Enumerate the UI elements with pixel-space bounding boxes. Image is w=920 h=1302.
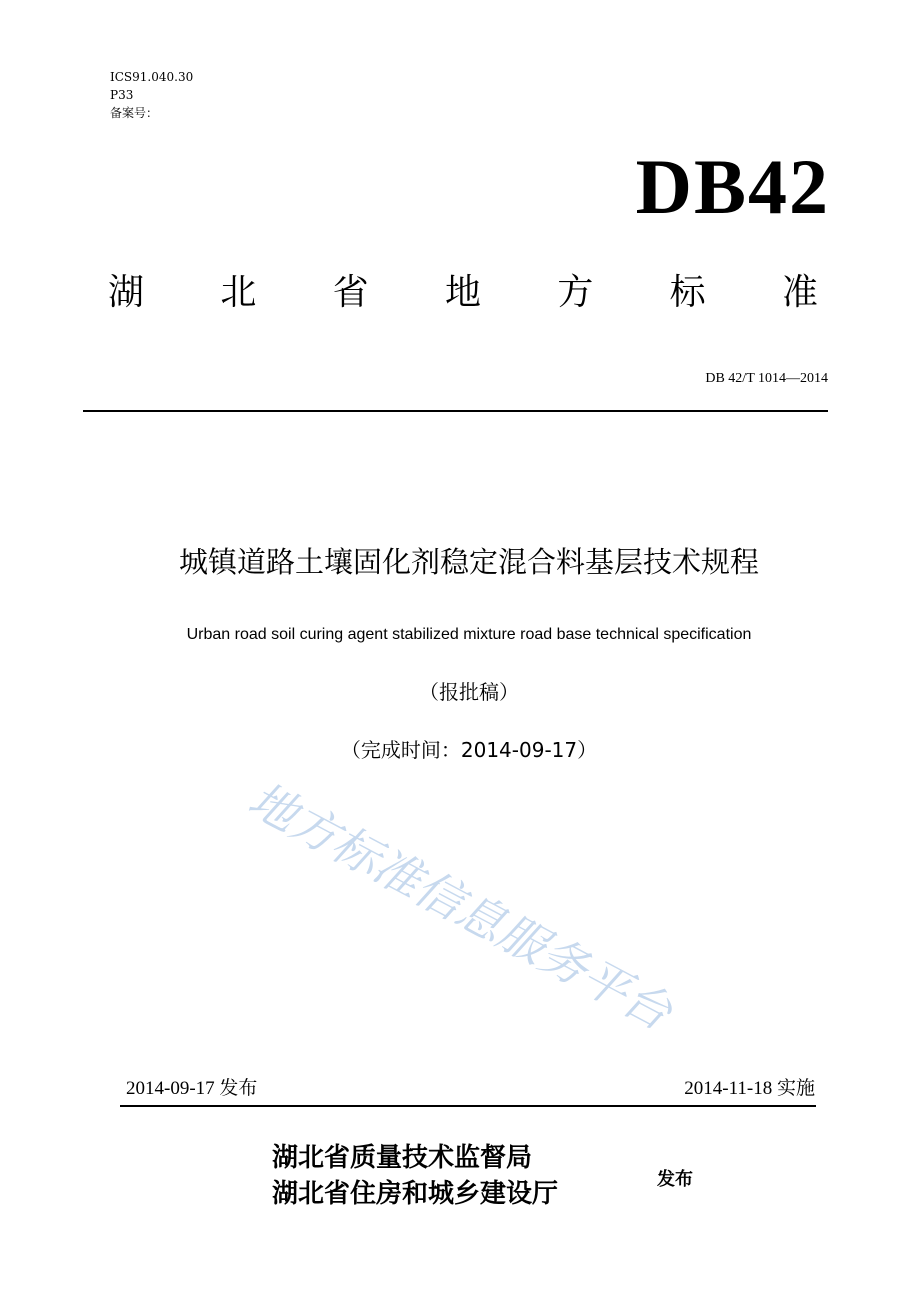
title-char: 北 (220, 272, 257, 313)
title-char: 准 (781, 272, 818, 313)
issuer-quality-bureau: 湖北省质量技术监督局 (272, 1143, 533, 1173)
issuer-housing-department: 湖北省住房和城乡建设厅 (272, 1179, 559, 1209)
publish-label: 发布 (657, 1169, 693, 1190)
ics-code: ICS91.040.30 (110, 70, 194, 84)
title-char: 省 (332, 272, 369, 313)
draft-status: （报批稿） (419, 680, 519, 704)
title-char: 方 (557, 272, 594, 313)
completion-date: （完成时间：2014-09-17） (340, 738, 598, 762)
standard-category-title (108, 268, 818, 318)
issuing-authorities (272, 1140, 558, 1212)
bottom-divider (120, 1105, 816, 1107)
title-char: 标 (669, 272, 706, 313)
standard-number: DB 42/T 1014—2014 (705, 371, 828, 386)
effective-date: 2014-11-18 实施 (684, 1078, 815, 1099)
document-title-chinese: 城镇道路土壤固化剂稳定混合料基层技术规程 (178, 545, 759, 579)
record-number-label: 备案号： (110, 106, 159, 120)
classification-code: P33 (110, 88, 134, 102)
title-char: 地 (444, 272, 481, 313)
issue-date: 2014-09-17 发布 (126, 1078, 258, 1099)
standard-code: DB42 (635, 143, 830, 230)
watermark (235, 770, 795, 1070)
watermark-text: 地方标准信息服务平台 (239, 772, 681, 1042)
header-meta (110, 68, 193, 122)
title-char: 湖 (108, 272, 145, 313)
top-divider (83, 410, 828, 412)
document-title-english: Urban road soil curing agent stabilized mixture road base technical specification (186, 626, 752, 643)
